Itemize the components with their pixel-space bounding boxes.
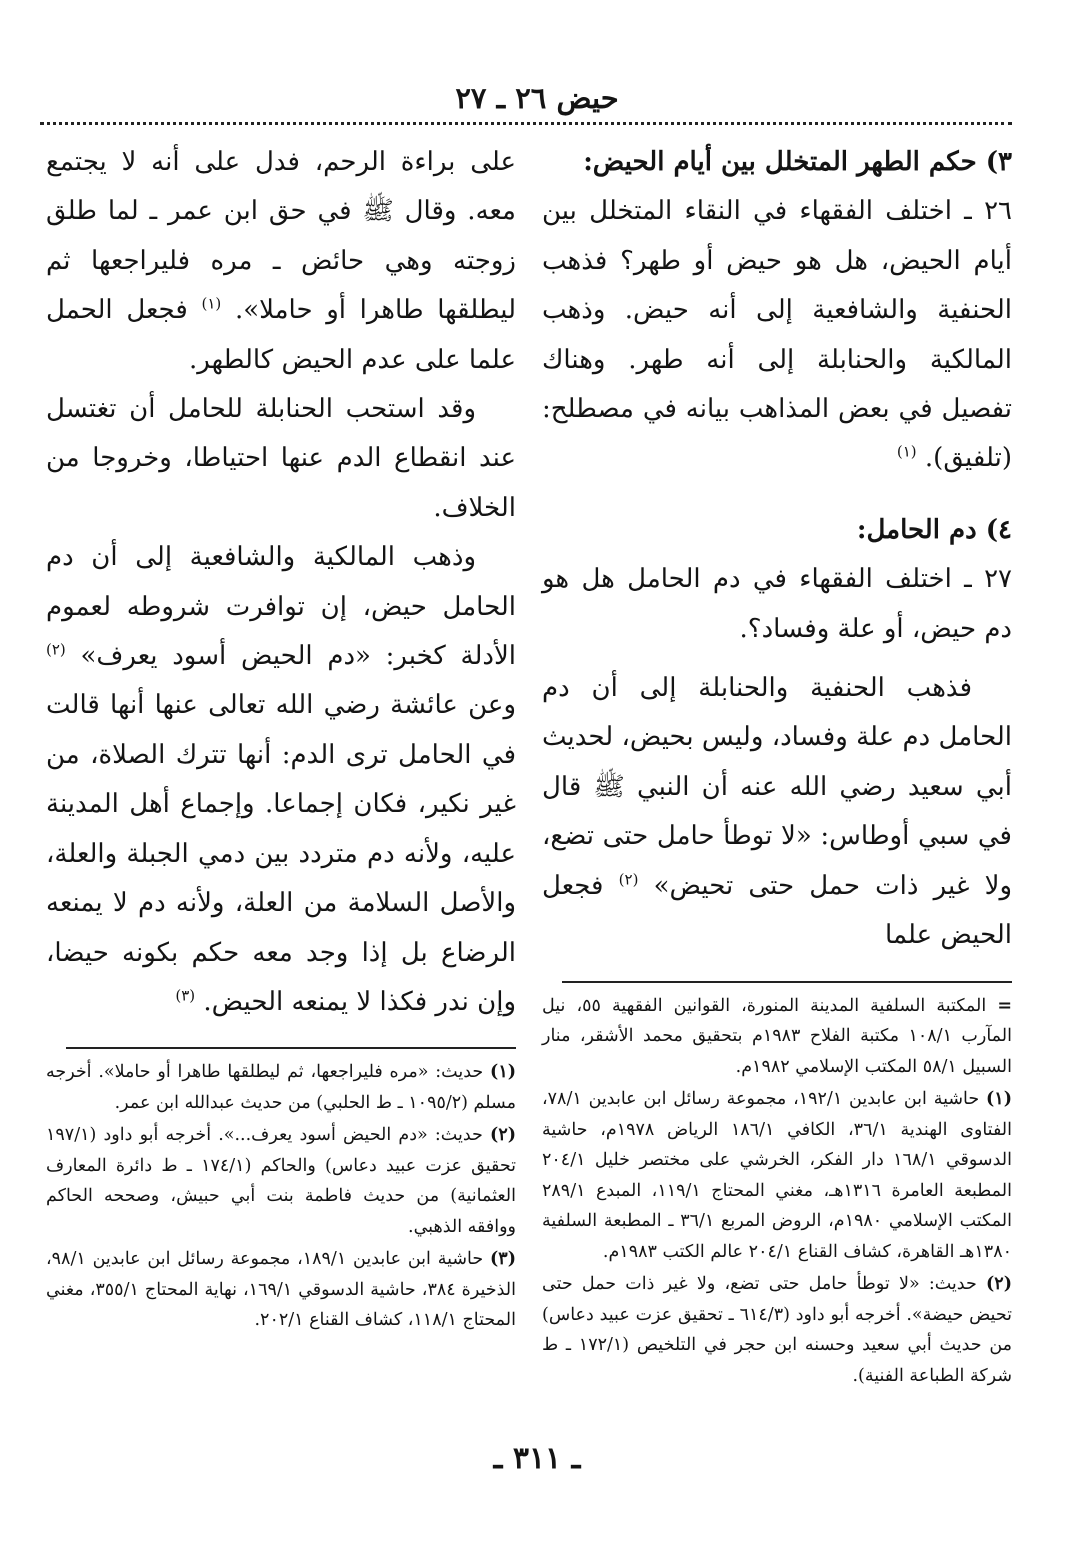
footnote-mark: (١) xyxy=(986,1089,1012,1109)
paragraph-c-text-2: وعن عائشة رضي الله تعالى عنها أنها قالت في الحامل ترى الدم: أنها تترك الصلاة، من غير نكير، فكان إجماعا. وإجماع أهل المدينة عليه، ولأنه دم متردد بين دمي الجبلة والعلة، والأصل السلامة من العلة، ولأنه دم لا يمنعه الرضاع بل إذا وجد معه حكم بكونه حيضا، وإن ندر فكذا لا يمنعه الحيض. xyxy=(46,690,516,1017)
left-column xyxy=(46,138,516,1338)
footnote-1 xyxy=(46,1057,516,1118)
footnote-1 xyxy=(542,1084,1012,1267)
footnote-mark: (٢) xyxy=(986,1274,1012,1294)
paragraph-26 xyxy=(542,187,1012,483)
paragraph-a-end: فجعل الحمل علما على عدم الحيض كالطهر. xyxy=(46,295,516,375)
footnote-text: حديث: «دم الحيض أسود يعرف...». أخرجه أبو داود (١٩٧/١ تحقيق عزت عبيد دعاس) والحاكم (١٧٤/١ ـ ط دائرة المعارف العثمانية) من حديث فاطمة بنت أبي حبيش، وصححه الحاكم ووافقه الذهبي. xyxy=(46,1125,516,1237)
footnote-text: حاشية ابن عابدين ١٩٢/١، مجموعة رسائل ابن عابدين ٧٨/١، الفتاوى الهندية ٣٦/١، الكافي ١٨٦/١ الرياض ١٩٧٨م، حاشية الدسوقي ١٦٨/١ دار الفكر، الخرشي على مختصر خليل ٢٠٤/١ المطبعة العامرة ١٣١٦هـ، مغني المحتاج ١١٩/١، المبدع ٢٨٩/١ المكتب الإسلامي ١٩٨٠م، الروض المربع ٣٦/١ ـ المطبعة السلفية ١٣٨٠هـ القاهرة، كشاف القناع ٢٠٤/١ عالم الكتب ١٩٨٣م. xyxy=(542,1089,1013,1262)
footnote-text: حديث: «مره فليراجعها، ثم ليطلقها طاهرا أو حاملا». أخرجه مسلم (١٠٩٥/٢ ـ ط الحلبي) من حديث عبدالله ابن عمر. xyxy=(46,1062,516,1113)
footnote-ref: (٢) xyxy=(618,870,639,889)
paragraph-27: ٢٧ ـ اختلف الفقهاء في دم الحامل هل هو دم حيض، أو علة وفساد؟. xyxy=(542,564,1012,644)
footnote-mark: (١) xyxy=(490,1062,516,1083)
footnote-text: حديث: «لا توطأ حامل حتى تضع، ولا غير ذات حمل حتى تحيض حيضة». أخرجه أبو داود (٦١٤/٣ ـ تحقيق عزت عبيد دعاس) من حديث أبي سعيد وحسنه ابن حجر في التلخيص (١٧٢/١ ـ ط شركة الطباعة الفنية). xyxy=(542,1274,1013,1386)
paragraph-c xyxy=(46,533,516,1027)
paragraph-hanafi-end: فجعل الحيض علما xyxy=(542,870,1012,951)
section-heading-4: ٤) دم الحامل: xyxy=(856,514,1012,545)
footnote-mark: (٢) xyxy=(490,1125,516,1146)
footnote-2 xyxy=(542,1269,1012,1391)
page-number: ـ ٣١١ ـ xyxy=(493,1441,581,1476)
paragraph-b: وقد استحب الحنابلة للحامل أن تغتسل عند انقطاع الدم عنها احتياطا، وخروجا من الخلاف. xyxy=(46,394,516,523)
paragraph-c-text-1: وذهب المالكية والشافعية إلى أن دم الحامل حيض، إن توافرت شروطه لعموم الأدلة كخبر: «دم الحيض أسود يعرف» xyxy=(46,542,516,672)
footnote-divider xyxy=(66,1047,516,1049)
footnote-continued xyxy=(542,991,1012,1083)
paragraph-26-text: ٢٦ ـ اختلف الفقهاء في النقاء المتخلل بين أيام الحيض، هل هو حيض أو طهر؟ فذهب الحنفية والشافعية إلى أنه حيض. وذهب المالكية والحنابلة إلى أنه طهر. وهناك تفصيل في بعض المذاهب بيانه في مصطلح: (تلفيق). xyxy=(542,196,1012,474)
footnote-mark: = xyxy=(997,995,1012,1016)
footnote-text: المكتبة السلفية المدينة المنورة، القوانين الفقهية ٥٥، نيل المآرب ١٠٨/١ مكتبة الفلاح ١٩٨٣م بتحقيق محمد الأشقر، منار السبيل ٥٨/١ المكتب الإسلامي ١٩٨٢م. xyxy=(542,995,1012,1077)
footnote-mark: (٣) xyxy=(490,1249,516,1270)
paragraph-a xyxy=(46,138,516,385)
footnote-divider xyxy=(562,981,1012,983)
paragraph-a-text: على براءة الرحم، فدل على أنه لا يجتمع معه. وقال ﷺ في حق ابن عمر ـ لما طلق زوجته وهي حائض ـ مره فليراجعها ثم ليطلقها طاهرا أو حاملا». xyxy=(46,147,517,326)
footnote-text: حاشية ابن عابدين ١٨٩/١، مجموعة رسائل ابن عابدين ٩٨/١، الذخيرة ٣٨٤، حاشية الدسوقي ١٦٩/١، نهاية المحتاج ٣٥٥/١، مغني المحتاج ١١٨/١، كشاف القناع ٢٠٢/١. xyxy=(46,1249,516,1331)
footnote-ref: (١) xyxy=(201,294,222,313)
footnote-ref: (٣) xyxy=(175,986,196,1005)
right-column xyxy=(542,138,1012,1393)
footnote-ref: (٢) xyxy=(46,640,66,659)
paragraph-hanafi-text: فذهب الحنفية والحنابلة إلى أن دم الحامل دم علة وفساد، وليس بحيض، لحديث أبي سعيد رضي الله عنه أن النبي ﷺ قال في سبي أوطاس: «لا توطأ حامل حتى تضع، ولا غير ذات حمل حتى تحيض» xyxy=(542,673,1012,901)
paragraph-hanafi xyxy=(542,664,1012,960)
footnote-2 xyxy=(46,1120,516,1242)
footnote-ref: (١) xyxy=(896,442,917,461)
section-heading-3: ٣) حكم الطهر المتخلل بين أيام الحيض: xyxy=(583,147,1012,177)
header-divider xyxy=(40,122,1012,125)
footnote-3 xyxy=(46,1244,516,1336)
page-header: حيض ٢٦ ـ ٢٧ xyxy=(455,81,619,115)
